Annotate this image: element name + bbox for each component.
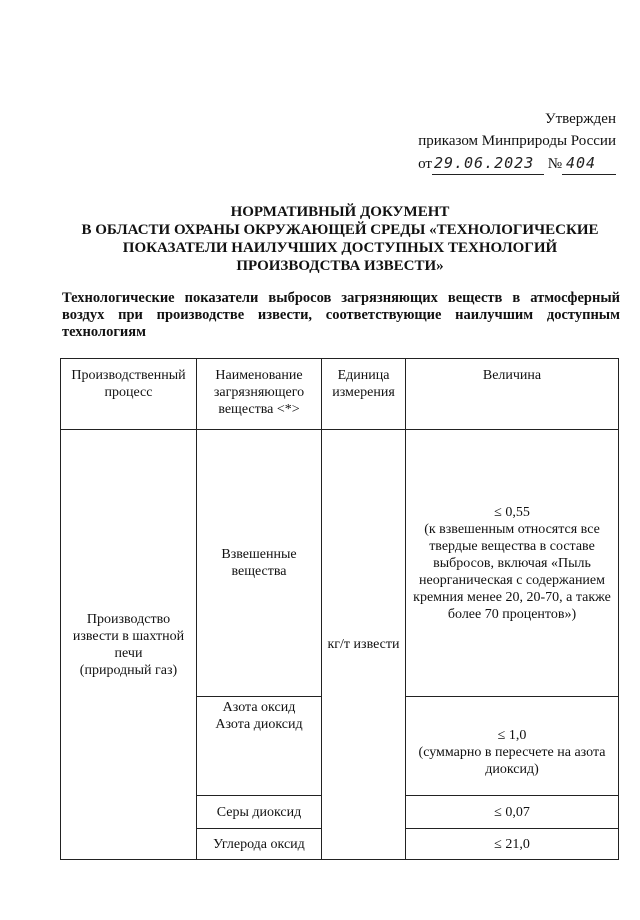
value-cell: ≤ 21,0 [406,829,619,860]
substance-cell: Углерода оксид [197,829,322,860]
approval-from-prefix: от [418,156,432,172]
header-process: Производственный процесс [61,359,197,430]
approval-order-line [418,152,616,175]
emissions-table [60,358,619,860]
approval-number-sign: № [547,156,562,172]
approval-line-1: Утвержден [544,111,616,127]
process-line-1: Производство [86,611,171,627]
value-note: (к взвешенным относятся все твердые вещества в составе выбросов, включая «Пыль неорганическая с содержанием кремния менее 20, 20-70, а также более 70 процентов») [413,521,611,622]
process-line-3: печи [114,645,143,661]
value-main: ≤ 0,55 [494,504,530,520]
value-cell [406,697,619,796]
table-caption: Технологические показатели выбросов загрязняющих веществ в атмосферный воздух при производстве извести, соответствующие наилучшим доступным технологиям [62,290,620,340]
value-main: ≤ 1,0 [497,727,527,743]
substance-cell [197,697,322,796]
substance-cell: Серы диоксид [197,796,322,829]
process-line-2: извести в шахтной [72,628,185,644]
title-line-2: В ОБЛАСТИ ОХРАНЫ ОКРУЖАЮЩЕЙ СРЕДЫ «ТЕХНОЛОГИЧЕСКИЕ [81,222,599,238]
approval-block [418,108,616,175]
substance-line-2: Азота диоксид [215,717,303,732]
title-line-4: ПРОИЗВОДСТВА ИЗВЕСТИ» [236,258,444,274]
substance-line-1: Взвешенные [221,547,297,562]
table-header-row [61,359,619,430]
title-line-3: ПОКАЗАТЕЛИ НАИЛУЧШИХ ДОСТУПНЫХ ТЕХНОЛОГИЙ [122,240,558,256]
process-line-4: (природный газ) [79,662,178,678]
substance-line-1: Азота оксид [222,700,296,715]
header-value: Величина [406,359,619,430]
value-note: (суммарно в пересчете на азота диоксид) [418,744,606,777]
substance-line-2: вещества [231,564,287,579]
header-unit: Единица измерения [322,359,406,430]
header-substance: Наименование загрязняющего вещества <*> [197,359,322,430]
approval-number: 404 [562,152,616,175]
table-row [61,430,619,697]
value-cell [406,430,619,697]
substance-cell [197,430,322,697]
document-title [60,203,620,275]
title-line-1: НОРМАТИВНЫЙ ДОКУМЕНТ [230,204,450,220]
approval-date: 29.06.2023 [432,152,544,175]
approval-line-2: приказом Минприроды России [418,133,616,149]
value-cell: ≤ 0,07 [406,796,619,829]
unit-cell: кг/т извести [322,430,406,860]
process-cell [61,430,197,860]
